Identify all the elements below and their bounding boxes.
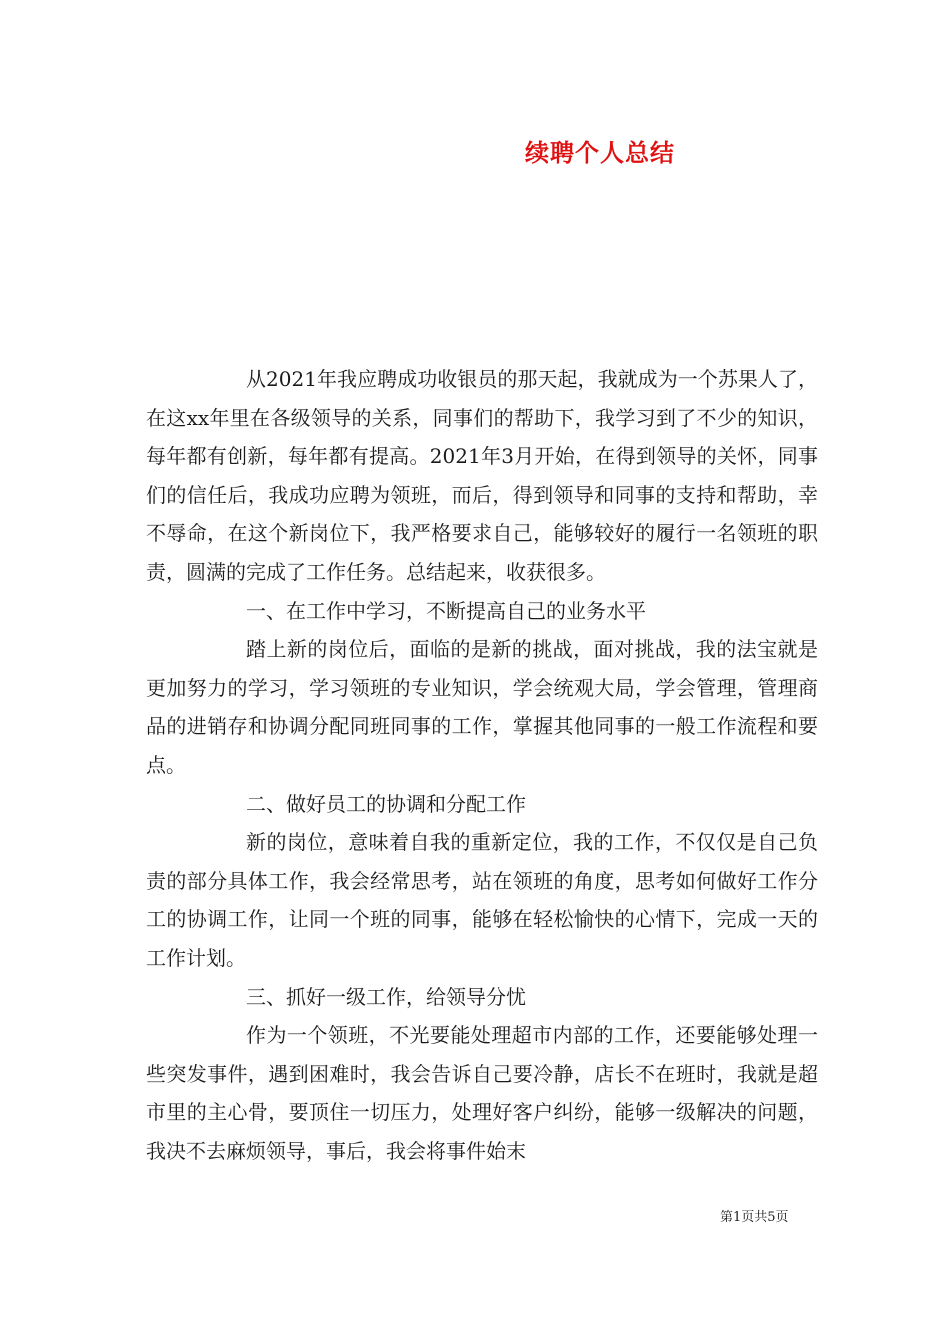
paragraph-section-1: 踏上新的岗位后，面临的是新的挑战，面对挑战，我的法宝就是更加努力的学习，学习领班的专业知识，学会统观大局，学会管理，管理商品的进销存和协调分配同班同事的工作，掌握其他同事的一般工作流程和要点。 [146,637,818,777]
paragraph-section-3: 作为一个领班，不光要能处理超市内部的工作，还要能够处理一些突发事件，遇到困难时，我会告诉自己要冷静，店长不在班时，我就是超市里的主心骨，要顶住一切压力，处理好客户纠纷，能够一级解决的问题，我决不去麻烦领导，事后，我会将事件始末 [146,1023,818,1163]
paragraph-section-2: 新的岗位，意味着自我的重新定位，我的工作，不仅仅是自己负责的部分具体工作，我会经常思考，站在领班的角度，思考如何做好工作分工的协调工作，让同一个班的同事，能够在轻松愉快的心情下，完成一天的工作计划。 [146,830,818,970]
document-title: 续聘个人总结 [525,138,675,167]
section-heading-1: 一、在工作中学习，不断提高自己的业务水平 [246,598,646,623]
section-heading-3: 三、抓好一级工作，给领导分忧 [246,984,526,1009]
page-footer: 第1页共5页 [720,1210,789,1225]
section-heading-2: 二、做好员工的协调和分配工作 [246,791,526,816]
paragraph-intro: 从2021年我应聘成功收银员的那天起，我就成为一个苏果人了，在这xx年里在各级领导的关系，同事们的帮助下，我学习到了不少的知识，每年都有创新，每年都有提高。2021年3月开始，在得到领导的关怀，同事们的信任后，我成功应聘为领班，而后，得到领导和同事的支持和帮助，幸不辱命，在这个新岗位下，我严格要求自己，能够较好的履行一名领班的职责，圆满的完成了工作任务。总结起来，收获很多。 [146,367,818,584]
document-body [146,360,818,1170]
